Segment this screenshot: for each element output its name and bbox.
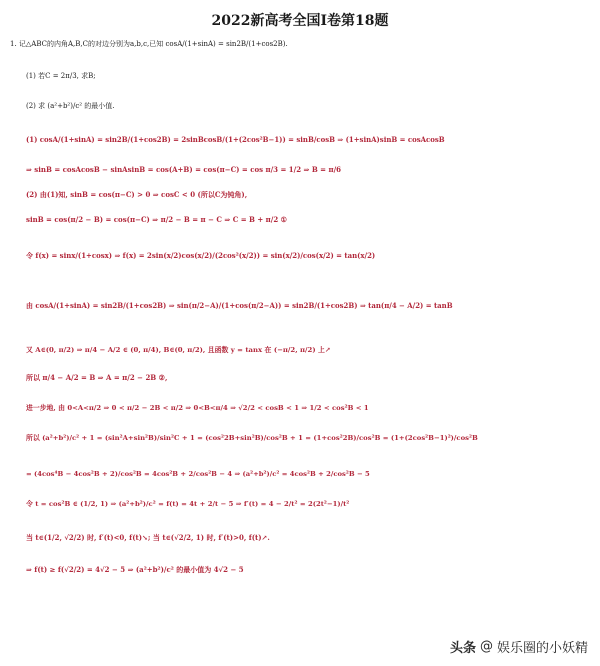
page-title: 2022新高考全国I卷第18题 — [211, 13, 389, 29]
solution-line-1: (1) cosA/(1+sinA) = sin2B/(1+cos2B) = 2sinBcosB/(1+(2cos²B−1)) = sinB/cosB ⇒ (1+sinA)sinB = cosAcosB — [26, 135, 445, 144]
watermark-at: @ — [479, 639, 493, 654]
question-part-2: (2) 求 (a²+b²)/c² 的最小值. — [26, 102, 115, 110]
question-number: 1. — [10, 40, 17, 48]
solution-line-11: = (4cos⁴B − 4cos²B + 2)/cos²B = 4cos²B + 2/cos²B − 4 ⇒ (a²+b²)/c² = 4cos²B + 2/cos²B − 5 — [26, 470, 370, 478]
question-stem-text: 记△ABC的内角A,B,C的对边分别为a,b,c,已知 cosA/(1+sinA) = sin2B/(1+cos2B). — [18, 40, 288, 48]
solution-line-12: 令 t = cos²B ∈ (1/2, 1) ⇒ (a²+b²)/c² = f(t) = 4t + 2/t − 5 ⇒ f′(t) = 4 − 2/t² = 2(2t²−1)/t² — [26, 500, 350, 508]
solution-line-6: 由 cosA/(1+sinA) = sin2B/(1+cos2B) ⇒ sin(π/2−A)/(1+cos(π/2−A)) = sin2B/(1+cos2B) ⇒ tan(π/4 − A/2) = tanB — [26, 301, 453, 310]
watermark — [450, 637, 588, 656]
question-part-1: (1) 若C = 2π/3, 求B; — [26, 72, 96, 80]
solution-line-3: (2) 由(1)知, sinB = cos(π−C) > 0 ⇒ cosC < 0 (所以C为钝角), — [26, 190, 248, 199]
solution-line-7: 又 A∈(0, π/2) ⇒ π/4 − A/2 ∈ (0, π/4), B∈(0, π/2), 且函数 y = tanx 在 (−π/2, π/2) 上↗ — [26, 346, 331, 354]
solution-line-5: 令 f(x) = sinx/(1+cosx) ⇒ f(x) = 2sin(x/2)cos(x/2)/(2cos²(x/2)) = sin(x/2)/cos(x/2) = tan(x/2) — [26, 251, 376, 260]
solution-line-4: sinB = cos(π/2 − B) = cos(π−C) ⇒ π/2 − B = π − C ⇒ C = B + π/2 ① — [26, 215, 287, 224]
solution-line-8: 所以 π/4 − A/2 = B ⇒ A = π/2 − 2B ②, — [26, 373, 168, 382]
solution-line-13: 当 t∈(1/2, √2/2) 时, f′(t)<0, f(t)↘; 当 t∈(√2/2, 1) 时, f′(t)>0, f(t)↗. — [26, 533, 270, 542]
solution-line-14: ⇒ f(t) ≥ f(√2/2) = 4√2 − 5 ⇒ (a²+b²)/c² 的最小值为 4√2 − 5 — [26, 565, 244, 574]
solution-line-9: 进一步地, 由 0<A<π/2 ⇒ 0 < π/2 − 2B < π/2 ⇒ 0<B<π/4 ⇒ √2/2 < cosB < 1 ⇒ 1/2 < cos²B < 1 — [26, 404, 369, 412]
watermark-prefix: 头条 — [449, 641, 476, 656]
question-stem — [10, 36, 600, 52]
solution-line-10: 所以 (a²+b²)/c² + 1 = (sin²A+sin²B)/sin²C + 1 = (cos²2B+sin²B)/cos²B + 1 = (1+cos²2B)/cos²B = (1+(2cos²B−1)²)/cos²B — [26, 434, 478, 442]
watermark-account: 娱乐圈的小妖精 — [496, 641, 588, 656]
solution-line-2: ⇒ sinB = cosAcosB − sinAsinB = cos(A+B) = cos(π−C) = cos π/3 = 1/2 ⇒ B = π/6 — [26, 165, 342, 174]
